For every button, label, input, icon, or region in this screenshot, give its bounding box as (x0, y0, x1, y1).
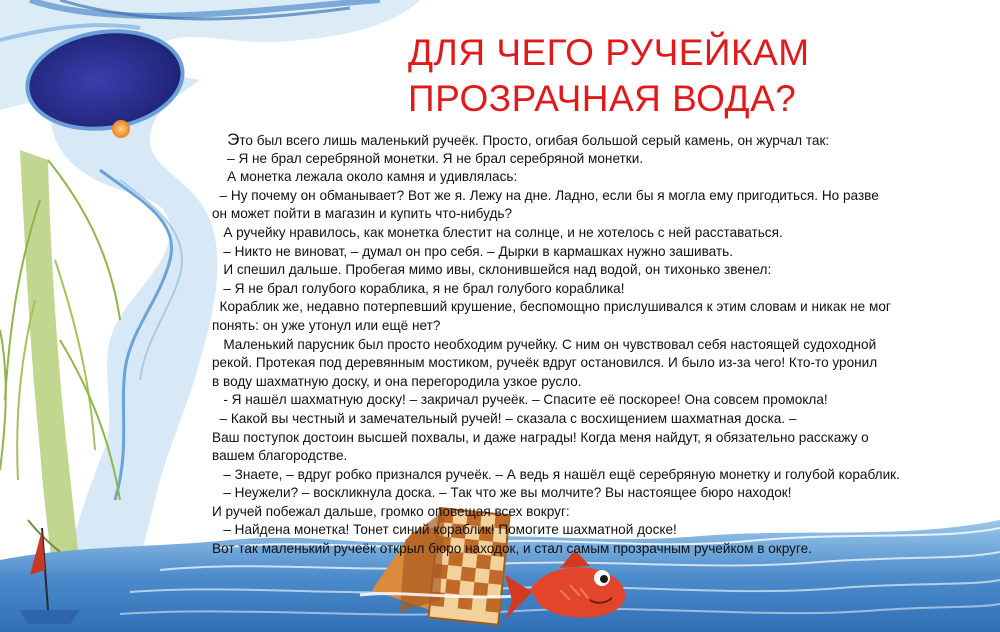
story-line: Ваш поступок достоин высшей похвалы, и даже награды! Когда меня найдут, я обязательно расскажу о (212, 429, 869, 445)
title-line-2: ПРОЗРАЧНАЯ ВОДА? (408, 78, 797, 119)
story-line: Это был всего лишь маленький ручеёк. Просто, огибая большой серый камень, он журчал так: (227, 130, 830, 149)
story-line: – Никто не виноват, – думал он про себя. – Дырки в кармашках нужно зашивать. (212, 243, 734, 259)
story-text (212, 131, 952, 559)
story-line: – Я не брал голубого кораблика, я не брал голубого кораблика! (212, 280, 625, 296)
story-line: понять: он уже утонул или ещё нет? (212, 317, 441, 333)
story-line: – Знаете, – вдруг робко признался ручеёк. – А ведь я нашёл ещё серебряную монетку и голубой кораблик. (212, 466, 900, 482)
story-line: Вот так маленький ручеёк открыл бюро находок, и стал самым прозрачным ручейком в округе. (212, 541, 812, 557)
story-line: – Какой вы честный и замечательный ручей! – сказала с восхищением шахматная доска. – (212, 410, 797, 426)
story-line: Маленький парусник был просто необходим ручейку. С ним он чувствовал себя настоящей судоходной (212, 336, 877, 352)
story-line: – Ну почему он обманывает? Вот же я. Лежу на дне. Ладно, если бы я могла ему пригодиться. Но разве (212, 187, 879, 203)
coin-icon (112, 120, 130, 138)
story-line: - Я нашёл шахматную доску! – закричал ручеёк. – Спасите её поскорее! Она совсем промокла! (212, 392, 828, 408)
story-line: вашем благородстве. (212, 448, 348, 464)
page-title (408, 30, 828, 122)
story-line: рекой. Протекая под деревянным мостиком, ручеёк вдруг остановился. И было из-за чего! Кто-то уронил (212, 355, 878, 371)
drop-cap: Э (227, 130, 240, 149)
story-line: И спешил дальше. Пробегая мимо ивы, склонившейся над водой, он тихонько звенел: (212, 262, 772, 278)
story-line: в воду шахматную доску, и она перегородила узкое русло. (212, 373, 582, 389)
story-line: – Найдена монетка! Тонет синий кораблик! Помогите шахматной доске! (212, 522, 677, 538)
title-line-1: ДЛЯ ЧЕГО РУЧЕЙКАМ (408, 32, 810, 73)
story-line: И ручей побежал дальше, громко оповещая всех вокруг: (212, 503, 570, 519)
story-line: – Я не брал серебряной монетки. Я не брал серебряной монетки. (212, 150, 644, 166)
story-line: А ручейку нравилось, как монетка блестит на солнце, и не хотелось с ней расставаться. (212, 224, 783, 240)
story-line: А монетка лежала около камня и удивлялась: (212, 169, 518, 185)
story-line: – Неужели? – воскликнула доска. – Так что же вы молчите? Вы настоящее бюро находок! (212, 485, 792, 501)
story-line: он может пойти в магазин и купить что-нибудь? (212, 206, 513, 222)
story-line: Кораблик же, недавно потерпевший крушение, беспомощно прислушивался к этим словам и никак не мог (212, 299, 891, 315)
